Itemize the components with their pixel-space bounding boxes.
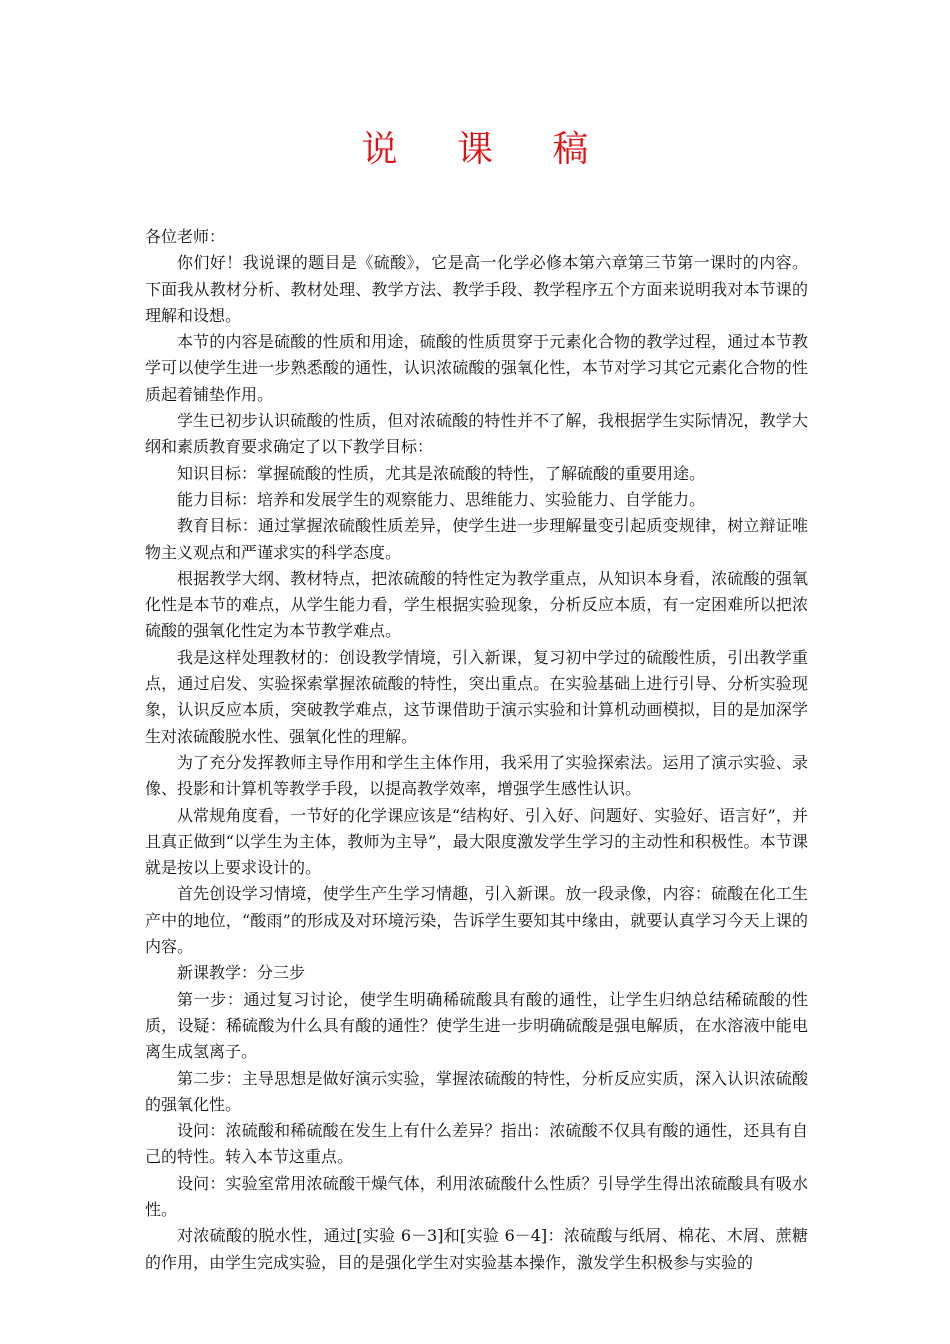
knowledge-goal-paragraph: 知识目标：掌握硫酸的性质，尤其是浓硫酸的特性，了解硫酸的重要用途。	[177, 463, 706, 483]
new-lesson-heading: 新课教学：分三步	[177, 963, 306, 983]
document-body	[145, 224, 808, 1276]
ability-goal-paragraph: 能力目标：培养和发展学生的观察能力、思维能力、实验能力、自学能力。	[177, 489, 706, 509]
key-difficulty-paragraph: 根据教学大纲、教材特点，把浓硫酸的特性定为教学重点，从知识本身看，浓硫酸的强氧化性是本节的难点，从学生能力看，学生根据实验现象，分析反应本质，有一定困难所以把浓硫酸的强氧化性定为本节教学难点。	[145, 568, 808, 641]
students-paragraph: 学生已初步认识硫酸的性质，但对浓硫酸的特性并不了解，我根据学生实际情况，教学大纲和素质教育要求确定了以下教学目标：	[145, 411, 808, 457]
teaching-method-paragraph: 为了充分发挥教师主导作用和学生主体作用，我采用了实验探索法。运用了演示实验、录像、投影和计算机等教学手段，以提高教学效率，增强学生感性认识。	[145, 752, 808, 799]
question-one-paragraph: 设问：浓硫酸和稀硫酸在发生上有什么差异？指出：浓硫酸不仅具有酸的通性，还具有自己的特性。转入本节这重点。	[145, 1121, 808, 1167]
design-paragraph: 从常规角度看，一节好的化学课应该是“结构好、引入好、问题好、实验好、语言好”，并且真正做到“以学生为主体，教师为主导”，最大限度激发学生学习的主动性和积极性。本节课就是按以上要求设计的。	[145, 805, 808, 878]
document-title: 说 课 稿	[361, 129, 613, 170]
step-one-paragraph: 第一步：通过复习讨论，使学生明确稀硫酸具有酸的通性，让学生归纳总结稀硫酸的性质，设疑：稀硫酸为什么具有酸的通性？使学生进一步明确硫酸是强电解质，在水溶液中能电离生成氢离子。	[145, 989, 808, 1062]
material-handling-paragraph: 我是这样处理教材的：创设教学情境，引入新课，复习初中学过的硫酸性质，引出教学重点，通过启发、实验探索掌握浓硫酸的特性，突出重点。在实验基础上进行引导、分析实验现象，认识反应本质，突破教学难点，这节课借助于演示实验和计算机动画模拟，目的是加深学生对浓硫酸脱水性、强氧化性的理解。	[145, 647, 808, 746]
content-paragraph: 本节的内容是硫酸的性质和用途，硫酸的性质贯穿于元素化合物的教学过程，通过本节教学可以使学生进一步熟悉酸的通性，认识浓硫酸的强氧化性，本节对学习其它元素化合物的性质起着铺垫作用。	[145, 332, 808, 404]
question-two-paragraph: 设问：实验室常用浓硫酸干燥气体，利用浓硫酸什么性质？引导学生得出浓硫酸具有吸水性。	[145, 1173, 808, 1219]
greeting-paragraph: 各位老师：	[145, 227, 226, 246]
step-two-paragraph: 第二步：主导思想是做好演示实验，掌握浓硫酸的特性，分析反应实质，深入认识浓硫酸的强氧化性。	[145, 1068, 808, 1114]
intro-paragraph: 你们好！我说课的题目是《硫酸》，它是高一化学必修本第六章第三节第一课时的内容。下面我从教材分析、教材处理、教学方法、教学手段、教学程序五个方面来说明我对本节课的理解和设想。	[145, 253, 808, 325]
education-goal-paragraph: 教育目标：通过掌握浓硫酸性质差异，使学生进一步理解量变引起质变规律，树立辩证唯物主义观点和严谨求实的科学态度。	[145, 516, 808, 562]
dehydration-paragraph: 对浓硫酸的脱水性，通过[实验 6－3]和[实验 6－4]：浓硫酸与纸屑、棉花、木屑、蔗糖的作用，由学生完成实验，目的是强化学生对实验基本操作，激发学生积极参与实验的	[145, 1226, 808, 1272]
introduction-paragraph: 首先创设学习情境，使学生产生学习情趣，引入新课。放一段录像，内容：硫酸在化工生产中的地位，“酸雨”的形成及对环境污染，告诉学生要知其中缘由，就要认真学习今天上课的内容。	[145, 884, 808, 957]
